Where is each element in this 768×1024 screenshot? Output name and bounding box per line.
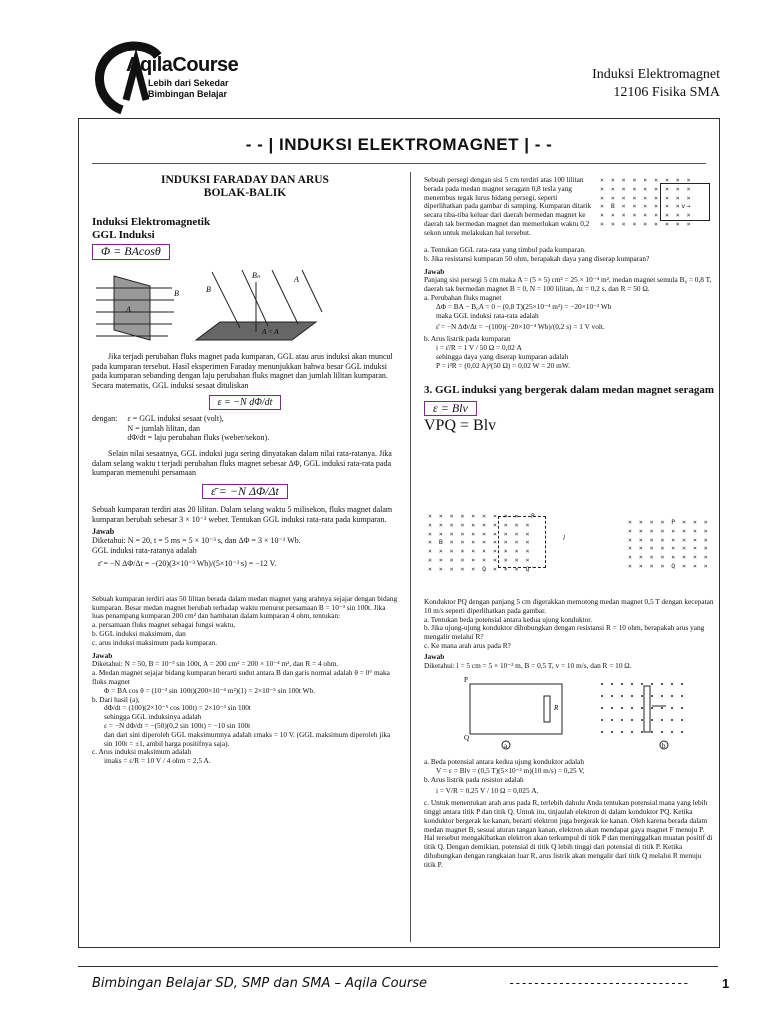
title-divider: [92, 163, 706, 164]
example-3-emf: ε̄ = −N ΔΦ/Δt = −(100)(−20×10⁻⁴ Wb)/(0,2 s) = 1 V volt.: [436, 322, 605, 332]
page-title: - - | INDUKSI ELEKTROMAGNET | - -: [245, 135, 553, 154]
example-4-given: Diketahui: l = 5 cm = 5 × 10⁻² m, B = 0,5 T, v = 10 m/s, dan R = 10 Ω.: [424, 660, 632, 670]
paragraph-average: Selain nilai sesaatnya, GGL induksi juga sering dinyatakan dalam nilai rata-ratanya. Jika dalam selang waktu t terjadi perubahan fluks magnet sebesar ΔΦ, GGL induksi rata-rata pada kumparan memenuhi persamaan: [92, 448, 392, 478]
svg-text:a: a: [504, 742, 508, 750]
logo-brand: AqilaCourse: [126, 54, 239, 76]
svg-text:Bₙ: Bₙ: [252, 270, 261, 280]
length-label: l: [563, 534, 565, 542]
header-topic: Induksi Elektromagnet: [592, 67, 720, 82]
example-3-step-a: a. Perubahan fluks magnet: [424, 292, 502, 302]
definition-rate: dΦ/dt = laju perubahan fluks (weber/sekon).: [127, 433, 270, 443]
section-subtitle-1: INDUKSI FARADAY DAN ARUS: [161, 174, 329, 186]
example-4-answers: [424, 758, 714, 870]
formula-vpq: VPQ = Blv: [424, 417, 497, 435]
example-4-question: Konduktor PQ dengan panjang 5 cm digerakkan memotong medan magnet 0,5 T dengan kecepatan 10 m/s seperti diperlihatkan pada gambar.: [424, 597, 714, 615]
example-2-step-c: c. Arus induksi maksimum adalah: [92, 747, 192, 757]
formula-blv: ε = Blv: [424, 401, 477, 416]
example-2-so: sehingga GGL induksinya adalah: [104, 712, 202, 722]
example-3-power: P = i²R = (0,02 A)²(50 Ω) = 0,02 W = 20 mW.: [436, 360, 570, 370]
example-2-question: Sebuah kumparan terdiri atas 50 lilitan berada dalam medan magnet yang arahnya sejajar dengan bidang kumparan. Besar medan magnet berubah terhadap waktu menurut persamaan B = 10⁻³ sin 100t. Jika luas penampang kumparan 200 cm² dan hambatan dalam kumparan 4 ohm, tentukan:: [92, 593, 398, 621]
example-4-part-b: b. Jika ujung-ujung konduktor dihubungkan dengan resistansi R = 10 ohm, berapakah arus yang mengalir melalui R?: [424, 623, 705, 642]
example-3-answer-label: Jawab: [424, 266, 445, 276]
formula-ggl-sesaat: ε = −N dΦ/dt: [209, 395, 282, 411]
svg-text:P: P: [464, 676, 468, 684]
flux-diagram: [92, 268, 392, 346]
magnetic-field-grid-rail: × × × × P × × × × × × × × × × × × × × × × × × × × × × × × × × × × × × × × × × × × × × × Q × × ×: [628, 518, 710, 570]
svg-text:b: b: [662, 742, 666, 750]
logo-tagline-1: Lebih dari Sekedar: [148, 78, 229, 88]
header-code: 12106 Fisika SMA: [613, 85, 720, 100]
example-3-delta-flux: ΔΦ = BA − B₀A = 0 − (0,8 T)(25×10⁻⁴ m²) = −20×10⁻³ Wb: [436, 301, 612, 311]
example-3-part-a: a. Tentukan GGL rata-rata yang timbul pada kumparan.: [424, 245, 586, 254]
label-dengan: dengan:: [92, 414, 118, 424]
magnetic-field-grid-square: × × × × × × × × × × × × × × × × × × × × × × × × × × × × B × × × × × ×v→ × × × × × × × × × × × × × × × × × ×: [600, 176, 693, 228]
magnetic-field-grid-rod: × × × × × × × × × P × × × × × × × × × × × × × × × × × × × × × B × × × × × × × × × × × × × × × × × × × × × × × × × × × × × × × × × Q × × × Q': [428, 512, 537, 573]
column-divider: [410, 172, 411, 942]
paragraph-faraday: Jika terjadi perubahan fluks magnet pada kumparan, GGL atau arus induksi akan muncul pada kumparan tersebut. Hasil eksperimen Faraday menunjukkan bahwa besar GGL induksi pada kumparan sebanding dengan laju perubahan fluks magnet dan jumlah lilitan kumparan. Secara matematis, GGL induksi sesaat dituliskan: [92, 352, 393, 390]
section-subtitle-2: BOLAK-BALIK: [203, 187, 287, 199]
example-4-part-c: c. Ke mana arah arus pada R?: [424, 640, 511, 650]
example-3-part-b: b. Jika resistansi kumparan 50 ohm, berapakah daya yang diserap kumparan?: [424, 253, 650, 263]
example-2-step-a: a. Medan magnet sejajar bidang kumparan berarti sudut antara B dan garis normal adalah θ = 0° maka fluks magnet: [92, 668, 390, 687]
example-3-given: Panjang sisi persegi 5 cm maka A = (5 × 5) cm² = 25 × 10⁻⁴ m², medan magnet semula B₀ = 0,8 T, daerah tak bermedan magnet B = 0, N = 100 lilitan, Δt = 0,2 s, dan R = 50 Ω.: [424, 275, 712, 294]
field-dots: [601, 683, 683, 733]
svg-text:Q: Q: [464, 734, 470, 742]
example-3-current: i = ε̄/R = 1 V / 50 Ω = 0,02 A: [436, 342, 522, 352]
footer-divider: [78, 966, 718, 967]
example-2-answer-label: Jawab: [92, 650, 113, 660]
section-heading-induksi: Induksi Elektromagnetik: [92, 216, 211, 228]
logo-tagline-2: Bimbingan Belajar: [148, 89, 228, 99]
example-3-step-b: b. Arus listrik pada kumparan: [424, 334, 511, 344]
example-2-part-b: b. GGL induksi maksimum, dan: [92, 629, 186, 639]
section-heading-moving: 3. GGL induksi yang bergerak dalam medan magnet seragam: [424, 384, 714, 397]
example-2-current-max: imaks = ε/R = 10 V / 4 ohm = 2,5 A.: [104, 756, 211, 766]
definition-emf: ε = GGL induksi sesaat (volt),: [127, 414, 224, 424]
svg-text:R: R: [554, 704, 559, 712]
example-4-part-a: a. Tentukan beda potensial antara kedua ujung konduktor.: [424, 614, 593, 624]
example-4-step-b: b. Arus listrik pada resistor adalah: [424, 774, 524, 784]
circuit-diagrams: [440, 676, 720, 752]
header-info: [592, 66, 720, 102]
example-3-then: maka GGL induksi rata-rata adalah: [436, 310, 539, 320]
svg-text:A = A: A = A: [262, 327, 279, 336]
example-2-emf-max: dan dari sini diperoleh GGL maksimumnya adalah εmaks = 10 V. (GGL maksimum diperoleh jika sin 100t = ±1, ambil harga positifnya saja).: [104, 729, 391, 748]
example-4-answer-label: Jawab: [424, 651, 445, 661]
footer-dashes: -----------------------------: [508, 976, 689, 990]
example-2-flux: Φ = BA cos θ = (10⁻³ sin 100t)(200×10⁻⁴ m²)(1) = 2×10⁻⁵ sin 100t Wb.: [104, 685, 316, 695]
rod-displacement-box: [498, 516, 546, 568]
example-2-given: Diketahui: N = 50, B = 10⁻³ sin 100t, A = 200 cm² = 200 × 10⁻⁴ m², dan R = 4 ohm.: [92, 659, 339, 669]
example-1-result: ε̄ = −N ΔΦ/Δt = −(20)(3×10⁻³ Wb)/(5×10⁻³ s) = −12 V.: [98, 559, 277, 569]
svg-text:A: A: [126, 304, 131, 314]
example-1-step: GGL induksi rata-ratanya adalah: [92, 545, 197, 555]
example-2-emf: ε = −N dΦ/dt = −(50)(0,2 sin 100t) = −10 sin 100t: [104, 721, 251, 731]
left-column: [92, 174, 398, 766]
svg-text:A: A: [294, 274, 299, 284]
right-column: [424, 245, 714, 435]
footer-text: Bimbingan Belajar SD, SMP dan SMA – Aqila Course: [92, 976, 427, 991]
svg-text:B: B: [206, 284, 211, 294]
section-heading-ggl: GGL Induksi: [92, 229, 155, 241]
example-1-answer-label: Jawab: [92, 526, 115, 536]
svg-text:B: B: [174, 288, 179, 298]
example-2-part-a: a. persamaan fluks magnet sebagai fungsi waktu,: [92, 620, 236, 630]
example-4-current: i = V/R = 0,25 V / 10 Ω = 0,025 A.: [436, 786, 539, 796]
example-1-given: Diketahui: N = 20, t = 5 ms = 5 × 10⁻³ s, dan ΔΦ = 3 × 10⁻³ Wb.: [92, 536, 301, 546]
example-2-derivative: dΦ/dt = (100)(2×10⁻⁵ cos 100t) = 2×10⁻³ sin 100t: [104, 703, 251, 713]
example-2-part-c: c. arus induksi maksimum pada kumparan.: [92, 637, 218, 647]
example-2-step-b: b. Dari hasil (a),: [92, 694, 140, 704]
example-4-block: [424, 598, 714, 670]
formula-flux: Φ = BAcosθ: [92, 244, 170, 260]
square-coil: [660, 183, 710, 221]
page-number: 1: [722, 976, 730, 991]
definition-n: N = jumlah lilitan, dan: [127, 423, 201, 433]
example-3-so: sehingga daya yang diserap kumparan adalah: [436, 351, 569, 361]
example-4-step-c: c. Untuk menentukan arah arus pada R, terlebih dahulu Anda tentukan potensial mana yang lebih tinggi antara titik P dan titik Q. Untuk itu, tinjaulah elektron di dalam konduktor PQ. Ketika konduktor bergerak ke kanan, berarti elektron juga bergerak ke kanan. Oleh karena berada dalam medan magnet B, sesuai aturan tangan kanan, elektron akan mendapat gaya magnet F menuju P. Hal tersebut mengakibatkan elektron akan terkumpul di titik P dan meninggalkan muatan positif di titik Q. Dengan demikian, potensial di titik Q lebih tinggi dari potensial di titik P. Ketika dihubungkan dengan rangkaian luar R, arus listrik akan mengalir dari titik Q melalui R menuju titik P.: [424, 798, 713, 869]
example-4-step-a: a. Beda potensial antara kedua ujung konduktor adalah: [424, 757, 585, 766]
example-4-voltage: V = ε = Blv = (0,5 T)(5×10⁻² m)(10 m/s) = 0,25 V,: [436, 765, 585, 775]
example-1-question: Sebuah kumparan terdiri atas 20 lilitan. Dalam selang waktu 5 milisekon, fluks magnet dalam kumparan berubah sebesar 3 × 10⁻³ weber. Tentukan GGL induksi rata-rata pada kumparan.: [92, 505, 393, 524]
formula-ggl-average: ε̄ = −N ΔΦ/Δt: [202, 484, 288, 500]
example-3-question: Sebuah persegi dengan sisi 5 cm terdiri atas 100 lilitan berada pada medan magnet seragam 0,8 tesla yang menembus tegak lurus bidang persegi, seperti diperlihatkan pada gambar di samping. Kumparan ditarik secara tiba-tiba keluar dari daerah bermedan magnet ke daerah tak bermedan magnet dan memerlukan waktu 0,2 sekon untuk melakukan hal tersebut.: [424, 175, 592, 237]
